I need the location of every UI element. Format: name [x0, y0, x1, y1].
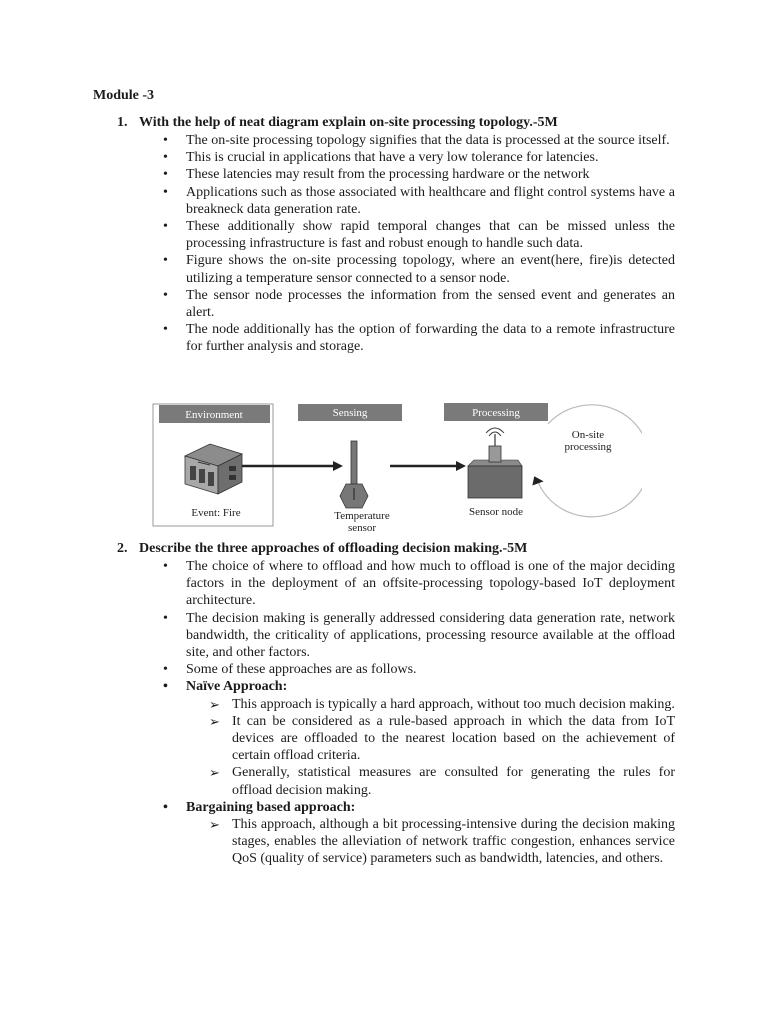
question-2-heading [117, 541, 527, 557]
bullet-icon: • [163, 679, 168, 695]
arrow-bullet-icon: ➢ [209, 713, 220, 729]
list-item [163, 799, 675, 868]
sensing-label: Sensing [332, 407, 368, 419]
node-label: Sensor node [468, 506, 524, 518]
list-item: • Figure shows the on-site processing topology, where an event(here, fire)is detected utilizing a temperature sensor connected to a sensor node. [163, 253, 675, 286]
list-item: • The decision making is generally addressed considering data generation rate, network bandwidth, the criticality of applications, processing resource available at the offload site, and other factors. [163, 610, 675, 661]
list-item: ➢ This approach is typically a hard approach, without too much decision making. [209, 696, 675, 712]
processing-label: Processing [472, 407, 520, 419]
bullet-icon: • [163, 287, 168, 303]
bullet-icon: • [163, 253, 168, 269]
bullet-icon: • [163, 133, 168, 148]
module-title: Module -3 [93, 88, 155, 103]
list-item [163, 678, 675, 798]
event-label: Event: Fire [191, 507, 241, 519]
arrow-bullet-icon: ➢ [209, 696, 220, 712]
question-1-bullets [163, 132, 675, 356]
onsite-label-line1: On-site [571, 429, 605, 441]
question-1-heading [117, 115, 558, 131]
onsite-processing-diagram [150, 386, 642, 538]
list-item: • The sensor node processes the information from the sensed event and generates an alert. [163, 287, 675, 321]
arrow-bullet-icon: ➢ [209, 817, 220, 833]
bullet-icon: • [163, 167, 168, 183]
bullet-icon: • [163, 799, 168, 815]
list-item: • The on-site processing topology signifies that the data is processed at the source itself. [163, 133, 670, 148]
arrow-head-icon [530, 474, 544, 486]
sensor-node-icon [468, 428, 522, 498]
naive-heading: Naïve Approach: [186, 679, 288, 695]
list-item: • Applications such as those associated with healthcare and flight control systems have a breakneck data generation rate. [163, 184, 675, 217]
list-item: • The node additionally has the option of forwarding the data to a remote infrastructure for further analysis and storage. [163, 322, 675, 355]
onsite-loop-arc [538, 405, 642, 517]
bullet-icon: • [163, 662, 168, 678]
list-item: • This is crucial in applications that have a very low tolerance for latencies. [163, 150, 599, 166]
sensor-label-line1: Temperature [334, 510, 390, 522]
bullet-icon: • [163, 184, 168, 200]
question-2-number: 2. [117, 541, 128, 556]
bargaining-heading: Bargaining based approach: [186, 799, 356, 815]
temperature-sensor-icon [340, 441, 368, 508]
building-fire-icon [185, 444, 242, 494]
list-item: • Some of these approaches are as follows. [163, 662, 417, 678]
question-2-title: Describe the three approaches of offloading decision making.-5M [139, 541, 528, 556]
naive-points [186, 696, 675, 799]
list-item: • These latencies may result from the processing hardware or the network [163, 167, 590, 183]
bullet-icon: • [163, 559, 168, 574]
list-item: • The choice of where to offload and how much to offload is one of the major deciding factors in the deployment of an offsite-processing topology-based IoT deployment architecture. [163, 559, 675, 609]
onsite-label-line2: processing [564, 441, 612, 453]
bargaining-points [186, 816, 675, 868]
sensor-label-line2: sensor [347, 522, 377, 534]
arrow-bullet-icon: ➢ [209, 765, 220, 781]
bullet-icon: • [163, 150, 168, 166]
arrow-head-icon [456, 461, 466, 471]
list-item: ➢ This approach, although a bit processing-intensive during the decision making stages, enables the alleviation of network traffic congestion, enhances service QoS (quality of service) parameters such as bandwidth, latencies, and others. [209, 817, 675, 867]
list-item: ➢ It can be considered as a rule-based approach in which the data from IoT devices are offloaded to the nearest location based on the achievement of certain offload criteria. [209, 713, 675, 764]
bullet-icon: • [163, 322, 168, 338]
list-item: • These additionally show rapid temporal changes that can be missed unless the processing infrastructure is fast and robust enough to handle such data. [163, 219, 675, 252]
question-1-number: 1. [117, 115, 128, 130]
bullet-icon: • [163, 219, 168, 235]
arrow-head-icon [333, 461, 343, 471]
question-1-title: With the help of neat diagram explain on-site processing topology.-5M [139, 115, 558, 130]
environment-label: Environment [185, 409, 243, 421]
question-2-bullets [163, 558, 675, 868]
list-item: ➢ Generally, statistical measures are consulted for generating the rules for offload decision making. [209, 765, 675, 798]
bullet-icon: • [163, 610, 168, 626]
